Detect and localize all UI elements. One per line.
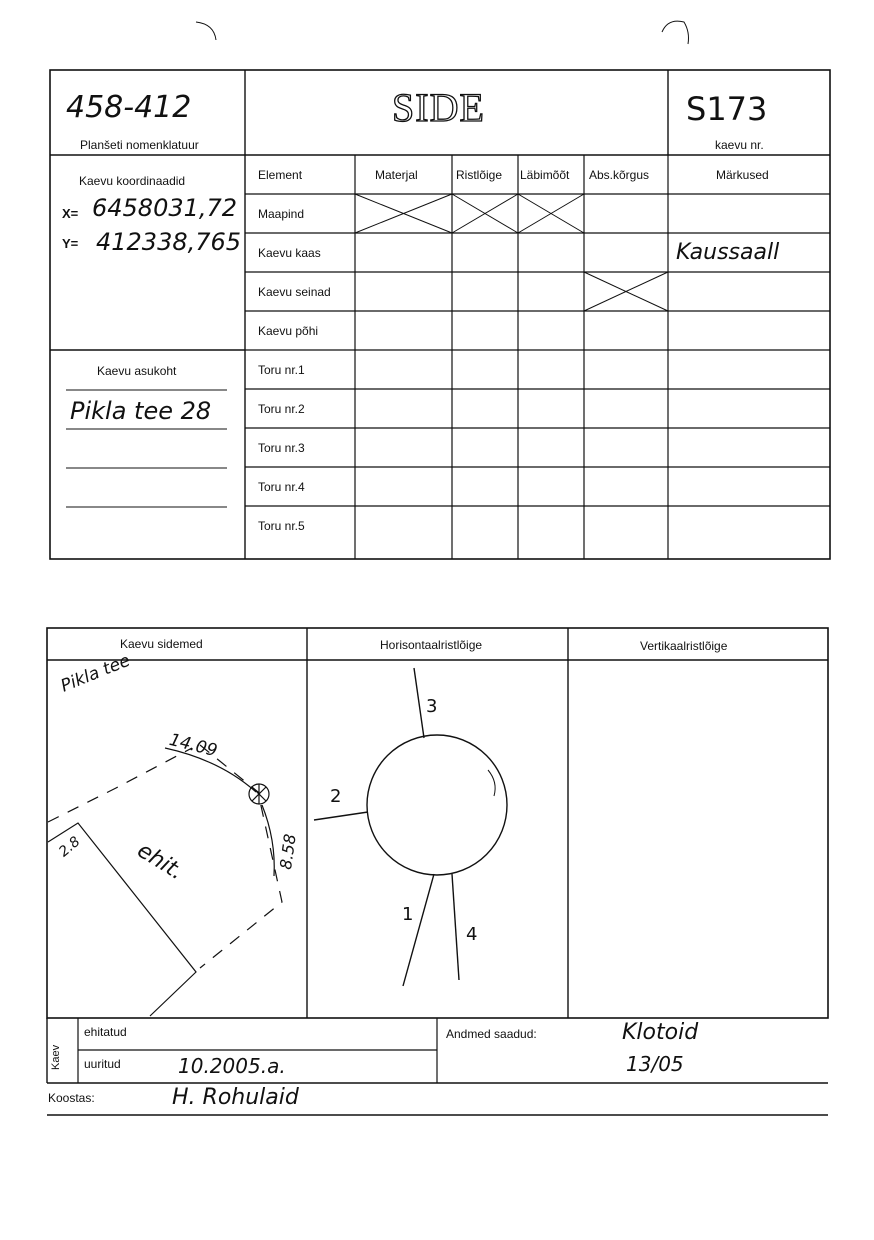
compiled-label: Koostas: (48, 1091, 95, 1105)
header-remarks: Märkused (716, 168, 769, 182)
pipe-number-4: 4 (466, 924, 478, 945)
x-value: 6458031,72 (92, 194, 238, 222)
x-label: X= (62, 206, 79, 221)
compiled-value: H. Rohulaid (172, 1085, 299, 1110)
header-cross-section: Ristlõige (456, 168, 503, 182)
col-header-ties: Kaevu sidemed (120, 637, 203, 651)
form-title: SIDE (392, 85, 485, 130)
col-header-vertical: Vertikaalristlõige (640, 639, 728, 653)
surveyed-value: 10.2005.a. (178, 1054, 286, 1078)
y-label: Y= (62, 236, 79, 251)
dimension-right: 8.58 (276, 832, 300, 871)
site-sketch (48, 745, 282, 1016)
row-label: Kaevu seinad (258, 285, 331, 299)
data-received-label: Andmed saadud: (446, 1027, 537, 1041)
remark-cover: Kaussaall (676, 240, 780, 265)
street-label: Pikla tee (58, 650, 134, 697)
location-value: Pikla tee 28 (70, 397, 212, 425)
pipe-number-3: 3 (426, 696, 438, 717)
row-label: Toru nr.3 (258, 441, 305, 455)
row-label: Toru nr.4 (258, 480, 305, 494)
dimension-top: 14.09 (167, 730, 220, 762)
built-label: ehitatud (84, 1025, 127, 1039)
row-label: Kaevu põhi (258, 324, 319, 338)
row-label: Kaevu kaas (258, 246, 321, 260)
horizontal-section (314, 668, 507, 986)
coordinates-label: Kaevu koordinaadid (79, 174, 186, 188)
nomenclature-value: 458-412 (66, 90, 192, 125)
y-value: 412338,765 (96, 228, 242, 256)
pipe-number-2: 2 (330, 786, 342, 807)
well-number-label: kaevu nr. (715, 138, 764, 152)
row-label: Toru nr.2 (258, 402, 305, 416)
row-label: Maapind (258, 207, 305, 221)
well-number-value: S173 (686, 90, 768, 128)
header-diameter: Läbimõõt (520, 168, 570, 182)
well-side-label: Kaev (50, 1044, 62, 1070)
location-label: Kaevu asukoht (97, 364, 177, 378)
row-label: Toru nr.5 (258, 519, 305, 533)
surveyed-label: uuritud (84, 1057, 121, 1071)
header-element: Element (258, 168, 303, 182)
pipe-number-1: 1 (402, 904, 414, 925)
row-label: Toru nr.1 (258, 363, 305, 377)
nomenclature-label: Planšeti nomenklatuur (80, 138, 199, 152)
data-source-value: Klotoid (622, 1020, 699, 1045)
data-date-value: 13/05 (626, 1052, 684, 1076)
col-header-horizontal: Horisontaalristlõige (380, 638, 483, 652)
header-material: Materjal (375, 168, 418, 182)
header-abs-height: Abs.kõrgus (589, 168, 650, 182)
dimension-left: 2.8 (56, 833, 84, 861)
building-label: ehit. (132, 838, 188, 886)
